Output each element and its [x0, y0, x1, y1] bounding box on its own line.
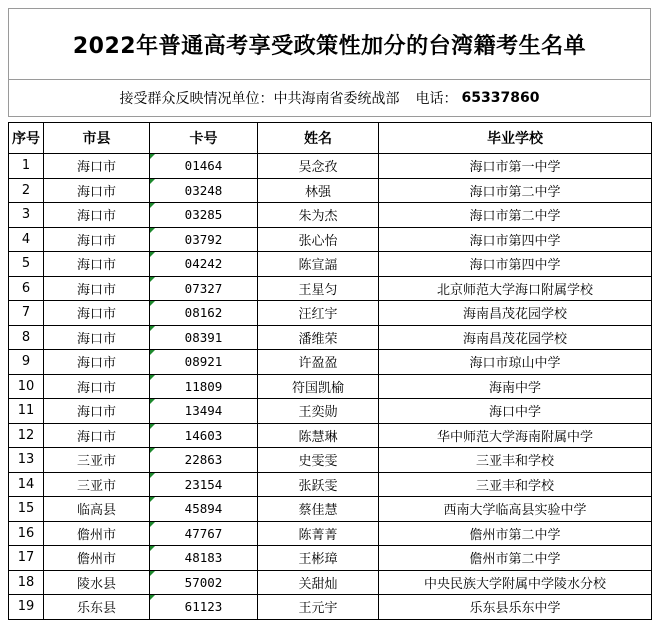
cell-city[interactable]: 陵水县: [44, 570, 150, 595]
cell-name[interactable]: 张跃雯: [258, 472, 379, 497]
cell-name[interactable]: 王奕勋: [258, 399, 379, 424]
cell-no[interactable]: 11: [9, 399, 44, 424]
cell-no[interactable]: 18: [9, 570, 44, 595]
table-row: [9, 399, 652, 424]
cell-name[interactable]: 吴念孜: [258, 154, 379, 179]
table-row: [9, 521, 652, 546]
cell-card[interactable]: 23154: [150, 472, 258, 497]
cell-card[interactable]: 04242: [150, 252, 258, 277]
cell-school[interactable]: 三亚丰和学校: [379, 472, 652, 497]
cell-name[interactable]: 许盈盈: [258, 350, 379, 375]
cell-card[interactable]: 47767: [150, 521, 258, 546]
cell-name[interactable]: 陈宣諨: [258, 252, 379, 277]
cell-no[interactable]: 17: [9, 546, 44, 571]
column-header-no[interactable]: 序号: [9, 123, 44, 154]
cell-school[interactable]: 海口市第四中学: [379, 252, 652, 277]
cell-school[interactable]: 海口市琼山中学: [379, 350, 652, 375]
cell-card[interactable]: 08162: [150, 301, 258, 326]
cell-no[interactable]: 4: [9, 227, 44, 252]
cell-school[interactable]: 海口中学: [379, 399, 652, 424]
cell-name[interactable]: 关甜灿: [258, 570, 379, 595]
cell-school[interactable]: 海口市第一中学: [379, 154, 652, 179]
cell-city[interactable]: 临高县: [44, 497, 150, 522]
contact-info: [8, 79, 651, 117]
cell-city[interactable]: 海口市: [44, 301, 150, 326]
cell-school[interactable]: 儋州市第二中学: [379, 521, 652, 546]
cell-city[interactable]: 海口市: [44, 178, 150, 203]
cell-name[interactable]: 陈慧琳: [258, 423, 379, 448]
cell-card[interactable]: 22863: [150, 448, 258, 473]
table-row: [9, 325, 652, 350]
cell-card[interactable]: 03248: [150, 178, 258, 203]
table-row: [9, 276, 652, 301]
cell-city[interactable]: 海口市: [44, 423, 150, 448]
cell-city[interactable]: 海口市: [44, 203, 150, 228]
cell-name[interactable]: 王彬璋: [258, 546, 379, 571]
cell-card[interactable]: 14603: [150, 423, 258, 448]
cell-city[interactable]: 海口市: [44, 325, 150, 350]
table-body: [9, 154, 652, 620]
cell-no[interactable]: 16: [9, 521, 44, 546]
cell-city[interactable]: 海口市: [44, 374, 150, 399]
cell-no[interactable]: 13: [9, 448, 44, 473]
cell-school[interactable]: 西南大学临高县实验中学: [379, 497, 652, 522]
cell-city[interactable]: 乐东县: [44, 595, 150, 620]
cell-no[interactable]: 19: [9, 595, 44, 620]
cell-name[interactable]: 林强: [258, 178, 379, 203]
cell-school[interactable]: 海口市第二中学: [379, 203, 652, 228]
table-row: [9, 203, 652, 228]
table-row: [9, 252, 652, 277]
cell-card[interactable]: 08921: [150, 350, 258, 375]
student-table: [8, 122, 652, 620]
cell-city[interactable]: 海口市: [44, 227, 150, 252]
cell-no[interactable]: 5: [9, 252, 44, 277]
title-text: 2022年普通高考享受政策性加分的台湾籍考生名单: [72, 33, 587, 59]
column-header-city[interactable]: 市县: [44, 123, 150, 154]
cell-school[interactable]: 海南昌茂花园学校: [379, 325, 652, 350]
cell-card[interactable]: 11809: [150, 374, 258, 399]
column-header-name[interactable]: 姓名: [258, 123, 379, 154]
cell-no[interactable]: 9: [9, 350, 44, 375]
cell-school[interactable]: 乐东县乐东中学: [379, 595, 652, 620]
cell-name[interactable]: 王元宇: [258, 595, 379, 620]
table-row: [9, 301, 652, 326]
cell-name[interactable]: 蔡佳慧: [258, 497, 379, 522]
page-title: [8, 8, 651, 79]
table-row: [9, 595, 652, 620]
cell-card[interactable]: 03792: [150, 227, 258, 252]
table-row: [9, 448, 652, 473]
cell-city[interactable]: 三亚市: [44, 472, 150, 497]
cell-name[interactable]: 陈菁菁: [258, 521, 379, 546]
contact-label: 接受群众反映情况单位：中共海南省委统战部: [119, 91, 400, 107]
cell-card[interactable]: 45894: [150, 497, 258, 522]
cell-no[interactable]: 10: [9, 374, 44, 399]
cell-city[interactable]: 海口市: [44, 276, 150, 301]
cell-no[interactable]: 12: [9, 423, 44, 448]
cell-no[interactable]: 14: [9, 472, 44, 497]
cell-card[interactable]: 08391: [150, 325, 258, 350]
cell-school[interactable]: 海口市第四中学: [379, 227, 652, 252]
cell-school[interactable]: 儋州市第二中学: [379, 546, 652, 571]
column-header-school[interactable]: 毕业学校: [379, 123, 652, 154]
table-row: [9, 570, 652, 595]
table-row: [9, 374, 652, 399]
cell-school[interactable]: 三亚丰和学校: [379, 448, 652, 473]
cell-no[interactable]: 8: [9, 325, 44, 350]
column-header-card[interactable]: 卡号: [150, 123, 258, 154]
cell-name[interactable]: 张心怡: [258, 227, 379, 252]
cell-school[interactable]: 北京师范大学海口附属学校: [379, 276, 652, 301]
cell-card[interactable]: 01464: [150, 154, 258, 179]
spreadsheet-sheet: [8, 8, 651, 620]
table-row: [9, 154, 652, 179]
cell-card[interactable]: 57002: [150, 570, 258, 595]
cell-name[interactable]: 朱为杰: [258, 203, 379, 228]
cell-name[interactable]: 汪红宇: [258, 301, 379, 326]
cell-city[interactable]: 海口市: [44, 350, 150, 375]
cell-no[interactable]: 3: [9, 203, 44, 228]
cell-no[interactable]: 2: [9, 178, 44, 203]
cell-name[interactable]: 史雯雯: [258, 448, 379, 473]
table-row: [9, 497, 652, 522]
table-row: [9, 350, 652, 375]
table-header-row: [9, 123, 652, 154]
cell-no[interactable]: 6: [9, 276, 44, 301]
cell-city[interactable]: 海口市: [44, 154, 150, 179]
phone-number: 65337860: [461, 90, 540, 106]
cell-card[interactable]: 07327: [150, 276, 258, 301]
cell-no[interactable]: 15: [9, 497, 44, 522]
cell-school[interactable]: 海南昌茂花园学校: [379, 301, 652, 326]
cell-school[interactable]: 华中师范大学海南附属中学: [379, 423, 652, 448]
phone-label: 电话：: [415, 91, 458, 107]
cell-city[interactable]: 儋州市: [44, 546, 150, 571]
cell-school[interactable]: 海口市第二中学: [379, 178, 652, 203]
cell-city[interactable]: 三亚市: [44, 448, 150, 473]
cell-city[interactable]: 儋州市: [44, 521, 150, 546]
cell-name[interactable]: 潘维荣: [258, 325, 379, 350]
cell-card[interactable]: 48183: [150, 546, 258, 571]
cell-no[interactable]: 1: [9, 154, 44, 179]
table-row: [9, 227, 652, 252]
cell-city[interactable]: 海口市: [44, 399, 150, 424]
cell-card[interactable]: 61123: [150, 595, 258, 620]
table-row: [9, 423, 652, 448]
table-row: [9, 472, 652, 497]
cell-city[interactable]: 海口市: [44, 252, 150, 277]
cell-school[interactable]: 海南中学: [379, 374, 652, 399]
cell-name[interactable]: 王星匀: [258, 276, 379, 301]
cell-no[interactable]: 7: [9, 301, 44, 326]
cell-card[interactable]: 13494: [150, 399, 258, 424]
cell-school[interactable]: 中央民族大学附属中学陵水分校: [379, 570, 652, 595]
cell-card[interactable]: 03285: [150, 203, 258, 228]
table-row: [9, 546, 652, 571]
cell-name[interactable]: 符国凯榆: [258, 374, 379, 399]
table-row: [9, 178, 652, 203]
